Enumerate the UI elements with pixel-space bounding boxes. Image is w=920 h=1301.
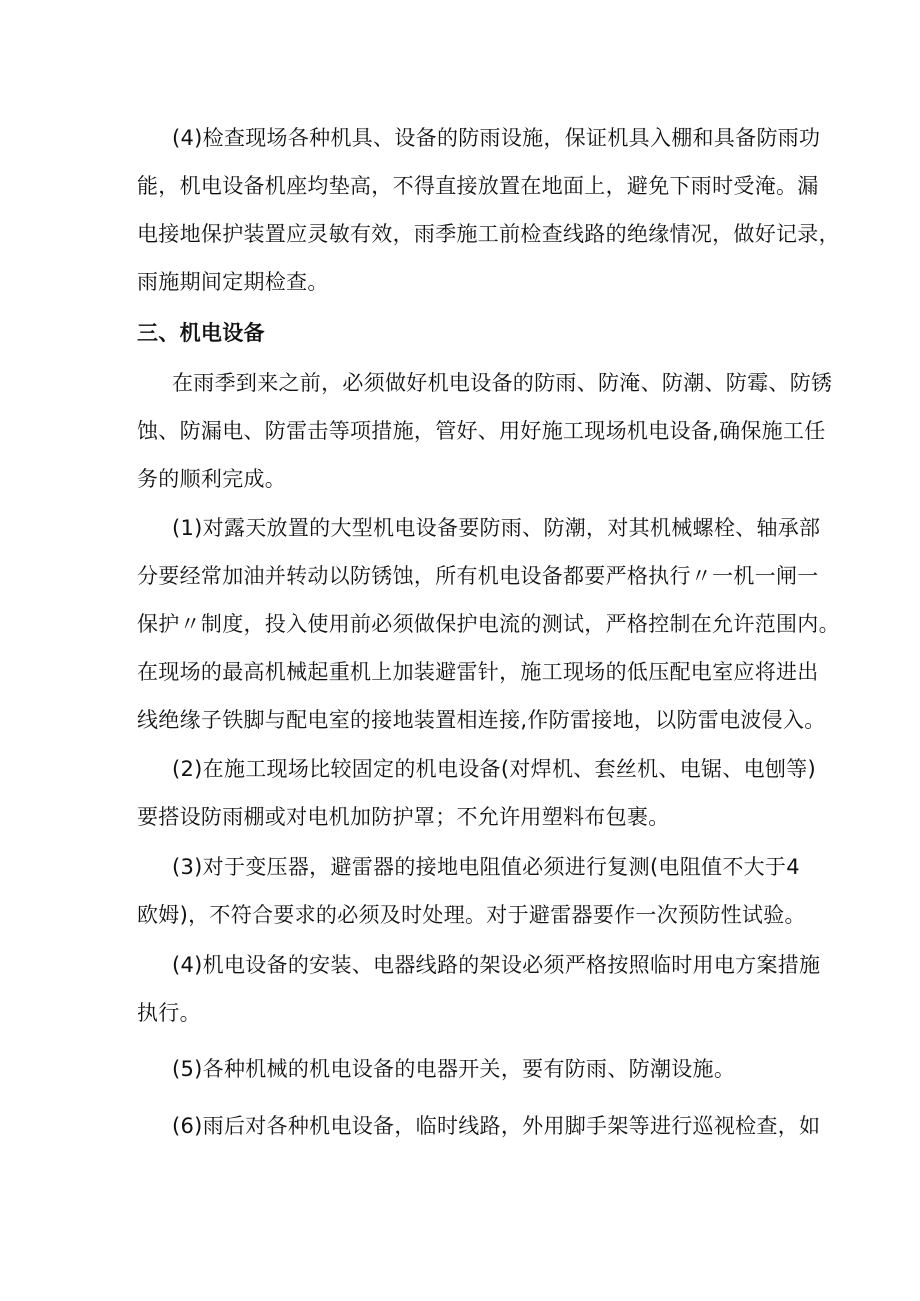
text-line: 保护〃制度，投入使用前必须做保护电流的测试，严格控制在允许范围内。 xyxy=(137,612,840,636)
text-line: 欧姆)，不符合要求的必须及时处理。对于避雷器要作一次预防性试验。 xyxy=(137,903,806,927)
text-line: (2)在施工现场比较固定的机电设备(对焊机、套丝机、电锯、电刨等) xyxy=(172,757,817,781)
text-line: (5)各种机械的机电设备的电器开关，要有防雨、防潮设施。 xyxy=(172,1057,736,1081)
text-line: 分要经常加油并转动以防锈蚀，所有机电设备都要严格执行〃一机一闸一 xyxy=(137,564,819,588)
text-line: 在现场的最高机械起重机上加装避雷针，施工现场的低压配电室应将进出 xyxy=(137,660,819,684)
text-line: 要搭设防雨棚或对电机加防护罩；不允许用塑料布包裹。 xyxy=(137,805,670,829)
section-heading: 三、机电设备 xyxy=(137,321,265,345)
text-line: 雨施期间定期检查。 xyxy=(137,270,329,294)
text-line: (4)机电设备的安装、电器线路的架设必须严格按照临时用电方案措施 xyxy=(172,953,821,977)
text-line: 务的顺利完成。 xyxy=(137,467,287,491)
text-line: 执行。 xyxy=(137,1001,201,1025)
text-line: (6)雨后对各种机电设备，临时线路，外用脚手架等进行巡视检查，如 xyxy=(172,1114,821,1138)
text-line: 在雨季到来之前，必须做好机电设备的防雨、防淹、防潮、防霉、防锈 xyxy=(172,371,833,395)
text-line: (3)对于变压器，避雷器的接地电阻值必须进行复测(电阻值不大于4 xyxy=(172,855,800,879)
text-line: 能，机电设备机座均垫高，不得直接放置在地面上，避免下雨时受淹。漏 xyxy=(137,174,819,198)
text-line: (1)对露天放置的大型机电设备要防雨、防潮，对其机械螺栓、轴承部 xyxy=(172,516,821,540)
text-line: 电接地保护装置应灵敏有效，雨季施工前检查线路的绝缘情况，做好记录， xyxy=(137,222,840,246)
text-line: 线绝缘子铁脚与配电室的接地装置相连接,作防雷接地，以防雷电波侵入。 xyxy=(137,708,826,732)
text-line: 蚀、防漏电、防雷击等项措施，管好、用好施工现场机电设备,确保施工任 xyxy=(137,419,826,443)
text-line: (4)检查现场各种机具、设备的防雨设施，保证机具入棚和具备防雨功 xyxy=(172,126,821,150)
